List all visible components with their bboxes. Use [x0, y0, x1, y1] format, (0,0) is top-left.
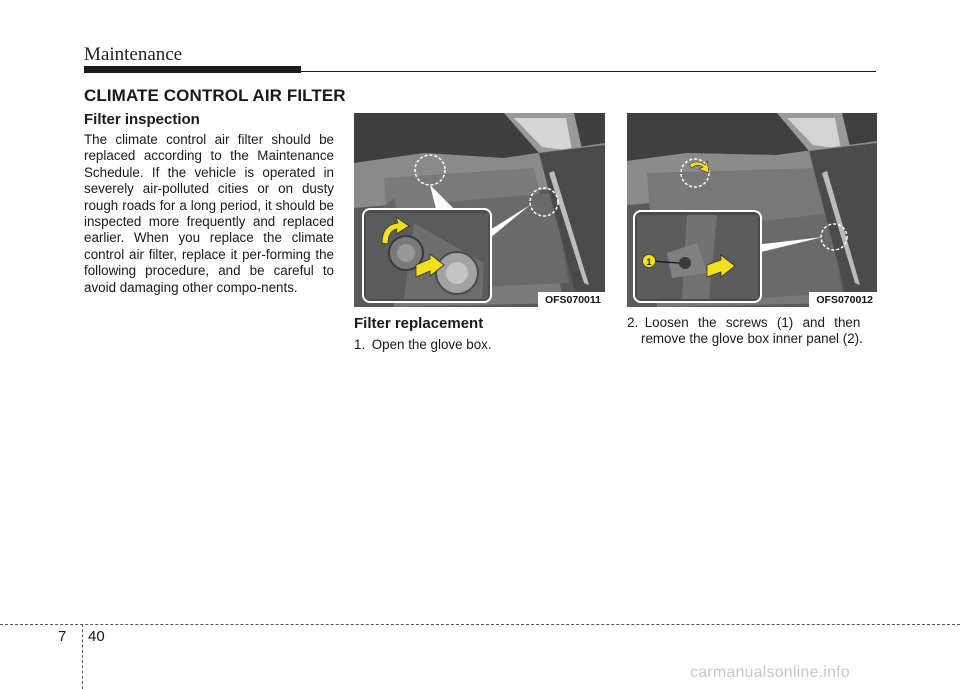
- step-1: [354, 337, 604, 353]
- step-2: [627, 315, 879, 348]
- step-number: 2.: [627, 315, 639, 330]
- filter-replacement-title: Filter replacement: [354, 315, 484, 332]
- chapter-number: 7: [58, 628, 67, 645]
- step-text-line-2: remove the glove box inner panel (2).: [641, 331, 863, 347]
- figure-glove-box-screws-illustration: [354, 113, 605, 307]
- figure-code-label: OFS070012: [809, 292, 877, 307]
- page-number: 40: [88, 628, 105, 645]
- figure-glove-box-panel: [627, 113, 877, 307]
- figure-code-label: OFS070011: [538, 292, 605, 307]
- step-text-line-1: Loosen the screws (1) and then: [644, 315, 861, 330]
- filter-inspection-body: The climate control air filter should be replaced according to the Maintenance Schedule. If the vehicle is operated in severely air-polluted cities or on dusty rough roads for a long period, it should be inspected more frequently and replaced earlier. When you replace the climate control air filter, replace it per-forming the following procedure, and be careful to avoid damaging other compo-nents.: [84, 132, 334, 295]
- step-text: Open the glove box.: [371, 337, 492, 352]
- figure-glove-box-screws: [354, 113, 605, 307]
- header-bar: [84, 66, 301, 73]
- section-title: CLIMATE CONTROL AIR FILTER: [84, 86, 346, 105]
- footer-rule: [0, 624, 960, 625]
- step-number: 1.: [354, 337, 366, 352]
- callout-number: 1: [646, 257, 652, 267]
- footer-vertical-rule: [82, 624, 83, 689]
- figure-glove-box-panel-illustration: [627, 113, 877, 307]
- filter-inspection-title: Filter inspection: [84, 111, 200, 128]
- header-title: Maintenance: [84, 44, 183, 65]
- watermark: carmanualsonline.info: [690, 664, 850, 681]
- header-rule: [301, 71, 876, 72]
